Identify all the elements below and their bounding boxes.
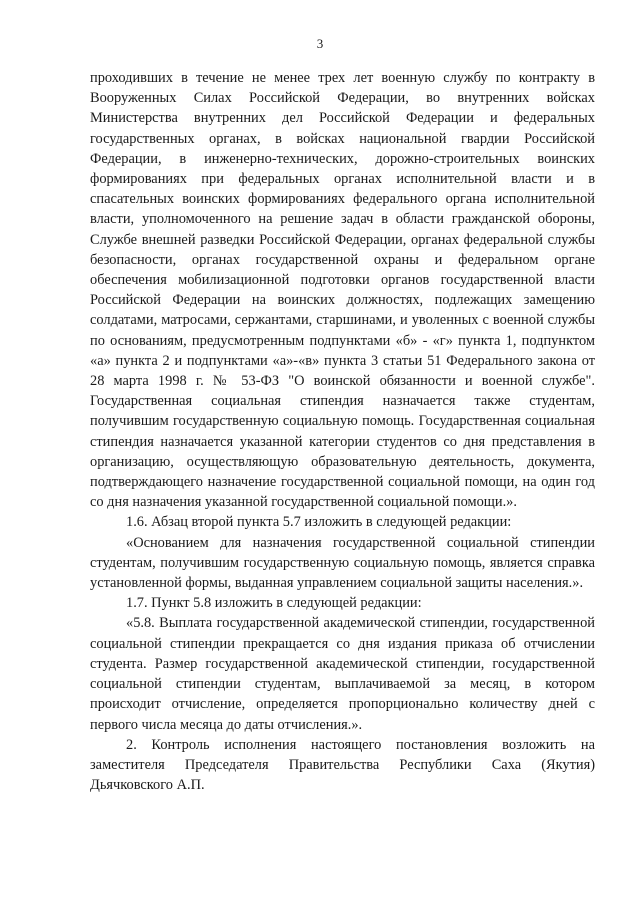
paragraph-scholarship-eligibility: проходивших в течение не менее трех лет военную службу по контракту в Вооруженных Силах Российской Федерации, во внутренних войсках Министерства внутренних дел Российской Федерации и федеральных государственных органах, в войсках национальной гвардии Российской Федерации, в инженерно-технических, дорожно-строительных воинских формированиях при федеральных органах исполнительной власти и в спасательных воинских формированиях федерального органа исполнительной власти, уполномоченного на решение задач в области гражданской обороны, Службе внешней разведки Российской Федерации, органах федеральной службы безопасности, органах государственной охраны и федеральном органе обеспечения мобилизационной подготовки органов государственной власти Российской Федерации на воинских должностях, подлежащих замещению солдатами, матросами, сержантами, старшинами, и уволенных с военной службы по основаниям, предусмотренным подпунктами «б» - «г» пункта 1, подпунктом «а» пункта 2 и подпунктами «а»-«в» пункта 3 статьи 51 Федерального закона от 28 марта 1998 г. № 53-ФЗ "О воинской обязанности и военной службе". Государственная социальная стипендия назначается также студентам, получившим государственную социальную помощь. Государственная социальная стипендия назначается указанной категории студентов со дня представления в организацию, осуществляющую образовательную деятельность, документа, подтверждающего назначение государственной социальной помощи, на один год со дня назначения указанной государственной социальной помощи.». (90, 70, 595, 511)
paragraph-item-2-control: 2. Контроль исполнения настоящего постановления возложить на заместителя Председателя Правительства Республики Саха (Якутия) Дьячковского А.П. (90, 736, 595, 794)
paragraph-item-1-7: 1.7. Пункт 5.8 изложить в следующей редакции: (126, 595, 422, 612)
page-number: 3 (316, 36, 324, 51)
paragraph-item-5-8-text: «5.8. Выплата государственной академической стипендии, государственной социальной стипендии прекращается со дня издания приказа об отчислении студента. Размер государственной академической стипендии, государственной социальной стипендии студентам, выплачиваемой за месяц, в котором происходит отчисление, определяется пропорционально количеству дней с первого числа месяца до даты отчисления.». (90, 615, 595, 733)
paragraph-item-1-6: 1.6. Абзац второй пункта 5.7 изложить в следующей редакции: (126, 514, 512, 531)
document-body (90, 68, 595, 795)
paragraph-item-1-6-text: «Основанием для назначения государственной социальной стипендии студентам, получившим государственную социальную помощь, является справка установленной формы, выданная управлением социальной защиты населения.». (90, 534, 595, 592)
